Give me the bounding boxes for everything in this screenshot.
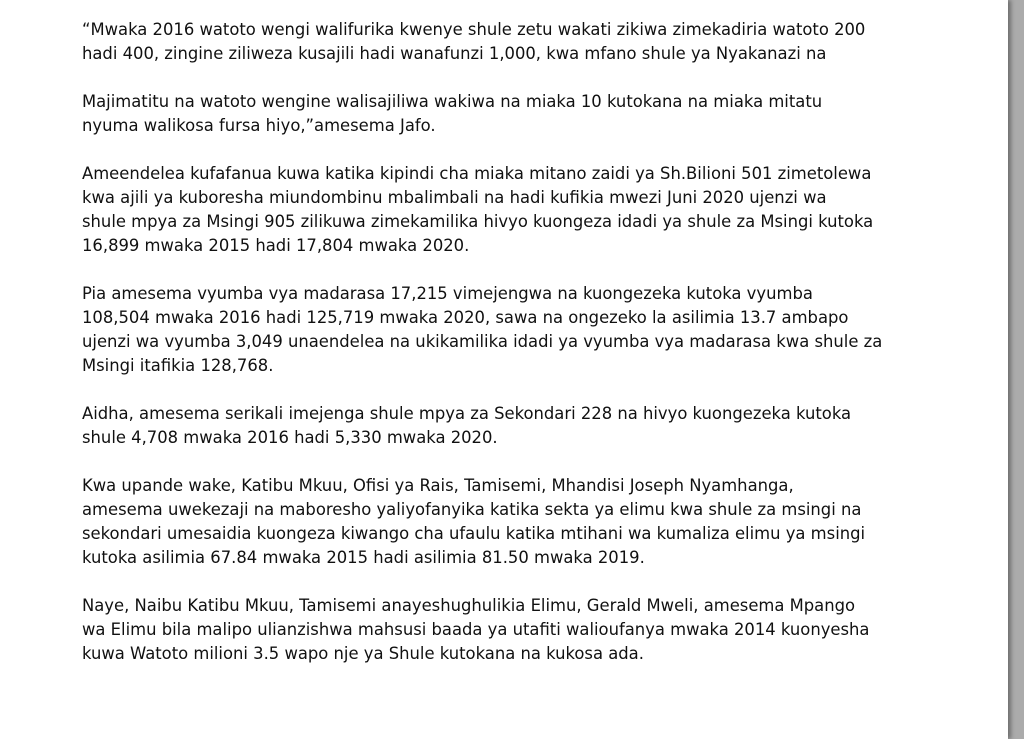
text-line: Naye, Naibu Katibu Mkuu, Tamisemi anayeshughulikia Elimu, Gerald Mweli, amesema Mpango: [82, 596, 856, 615]
text-line: Aidha, amesema serikali imejenga shule mpya za Sekondari 228 na hivyo kuongezeka kutoka: [82, 404, 852, 423]
text-line: Kwa upande wake, Katibu Mkuu, Ofisi ya Rais, Tamisemi, Mhandisi Joseph Nyamhanga,: [82, 476, 794, 495]
paragraph-4: [82, 282, 962, 378]
text-line: kutoka asilimia 67.84 mwaka 2015 hadi asilimia 81.50 mwaka 2019.: [82, 548, 645, 567]
paragraph-1: [82, 18, 962, 66]
text-line: hadi 400, zingine ziliweza kusajili hadi wanafunzi 1,000, kwa mfano shule ya Nyakanazi na: [82, 44, 827, 63]
text-line: shule mpya za Msingi 905 zilikuwa zimekamilika hivyo kuongeza idadi ya shule za Msingi kutoka: [82, 212, 874, 231]
paragraph-6: [82, 474, 962, 570]
text-line: wa Elimu bila malipo ulianzishwa mahsusi baada ya utafiti walioufanya mwaka 2014 kuonyesha: [82, 620, 870, 639]
text-line: kuwa Watoto milioni 3.5 wapo nje ya Shule kutokana na kukosa ada.: [82, 644, 644, 663]
paragraph-2: [82, 90, 962, 138]
text-line: ujenzi wa vyumba 3,049 unaendelea na ukikamilika idadi ya vyumba vya madarasa kwa shule za: [82, 332, 883, 351]
text-line: Majimatitu na watoto wengine walisajiliwa wakiwa na miaka 10 kutokana na miaka mitatu: [82, 92, 823, 111]
paragraph-5: [82, 402, 962, 450]
document-body: [82, 18, 962, 690]
text-line: 108,504 mwaka 2016 hadi 125,719 mwaka 2020, sawa na ongezeko la asilimia 13.7 ambapo: [82, 308, 849, 327]
paragraph-3: [82, 162, 962, 258]
text-line: 16,899 mwaka 2015 hadi 17,804 mwaka 2020.: [82, 236, 470, 255]
text-line: nyuma walikosa fursa hiyo,”amesema Jafo.: [82, 116, 436, 135]
text-line: kwa ajili ya kuboresha miundombinu mbalimbali na hadi kufikia mwezi Juni 2020 ujenzi wa: [82, 188, 827, 207]
text-line: amesema uwekezaji na maboresho yaliyofanyika katika sekta ya elimu kwa shule za msingi na: [82, 500, 862, 519]
text-line: Pia amesema vyumba vya madarasa 17,215 vimejengwa na kuongezeka kutoka vyumba: [82, 284, 813, 303]
paragraph-7: [82, 594, 962, 666]
text-line: Msingi itafikia 128,768.: [82, 356, 274, 375]
text-line: “Mwaka 2016 watoto wengi walifurika kwenye shule zetu wakati zikiwa zimekadiria watoto 200: [82, 20, 866, 39]
text-line: shule 4,708 mwaka 2016 hadi 5,330 mwaka 2020.: [82, 428, 498, 447]
text-line: sekondari umesaidia kuongeza kiwango cha ufaulu katika mtihani wa kumaliza elimu ya msingi: [82, 524, 866, 543]
text-line: Ameendelea kufafanua kuwa katika kipindi cha miaka mitano zaidi ya Sh.Bilioni 501 zimetolewa: [82, 164, 872, 183]
